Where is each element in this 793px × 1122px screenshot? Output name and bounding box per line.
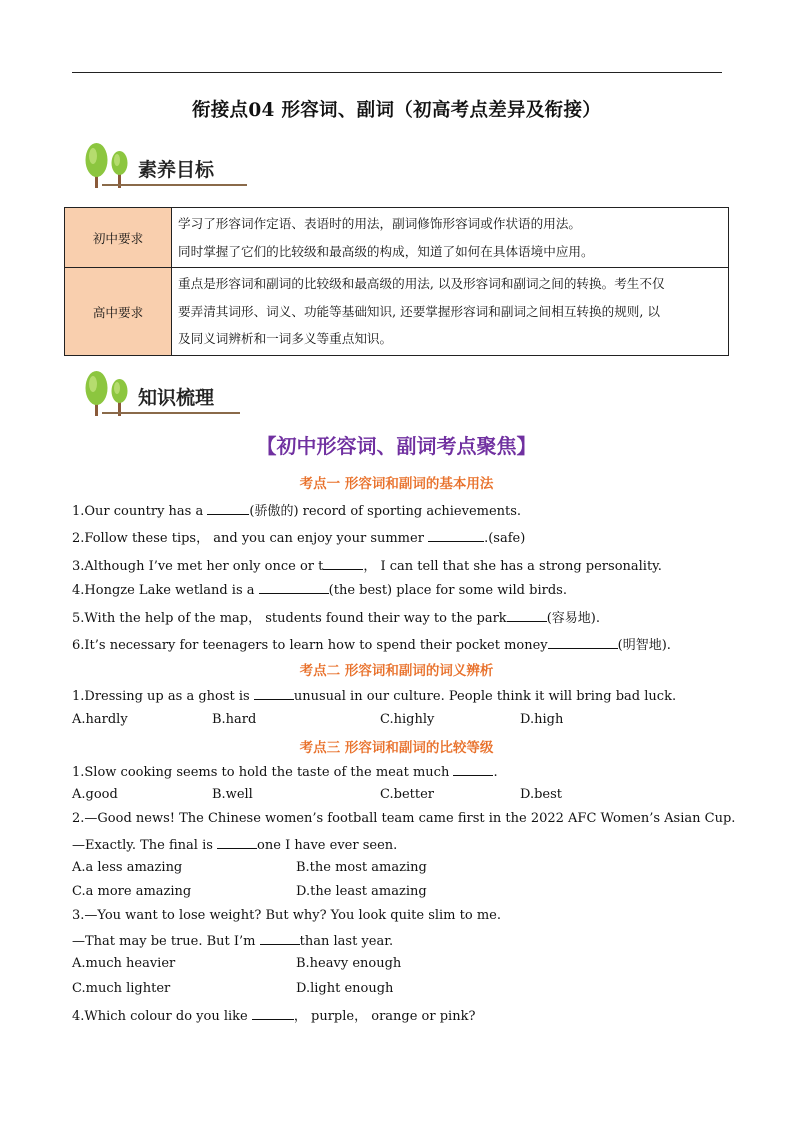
point-3-title: 考点三 形容词和副词的比较等级 <box>299 740 494 756</box>
section-heading-knowledge <box>82 370 240 420</box>
table-row <box>65 208 729 268</box>
point-2-title: 考点二 形容词和副词的词义辨析 <box>299 663 494 679</box>
option-b[interactable]: B.the most amazing <box>296 860 427 875</box>
option-b[interactable]: B.hard <box>212 712 257 727</box>
answer-blank[interactable] <box>453 763 493 776</box>
point-1-title: 考点一 形容词和副词的基本用法 <box>299 476 494 492</box>
question-1-3: 3.Although I’ve met her only once or t ， I can tell that she has a strong personality. <box>72 559 662 574</box>
tree-icon <box>82 370 134 418</box>
option-c[interactable]: C.highly <box>380 712 435 727</box>
option-d[interactable]: D.high <box>520 712 564 727</box>
header-rule <box>72 72 722 73</box>
option-d[interactable]: D.best <box>520 787 563 802</box>
answer-blank[interactable] <box>217 836 257 849</box>
option-a[interactable]: A.hardly <box>72 712 128 727</box>
content-line: 及同义词辨析和一词多义等重点知识。 <box>178 331 393 346</box>
question-3-2-line1: 2.—Good news! The Chinese women’s football team came first in the 2022 AFC Women’s Asian Cup. <box>72 811 736 826</box>
content-line: 学习了形容词作定语、表语时的用法，副词修饰形容词或作状语的用法。 <box>178 216 581 231</box>
requirements-table <box>64 207 729 356</box>
option-c[interactable]: C.better <box>380 787 434 802</box>
question-1-5: 5.With the help of the map， students found their way to the park (容易地). <box>72 611 600 626</box>
option-c[interactable]: C.much lighter <box>72 981 171 996</box>
option-b[interactable]: B.well <box>212 787 253 802</box>
question-2-1: 1.Dressing up as a ghost is unusual in our culture. People think it will bring bad luck. <box>72 689 677 704</box>
option-c[interactable]: C.a more amazing <box>72 884 192 899</box>
row-content <box>172 268 729 356</box>
row-header: 高中要求 <box>65 268 172 356</box>
question-1-1: 1.Our country has a (骄傲的) record of sporting achievements. <box>72 504 522 519</box>
option-a[interactable]: A.a less amazing <box>72 860 183 875</box>
option-a[interactable]: A.much heavier <box>72 956 176 971</box>
question-3-4: 4.Which colour do you like ， purple， orange or pink? <box>72 1009 476 1024</box>
answer-blank[interactable] <box>254 687 294 700</box>
question-3-2-line2: —Exactly. The final is one I have ever seen. <box>72 838 398 853</box>
content-line: 同时掌握了它们的比较级和最高级的构成，知道了如何在具体语境中应用。 <box>178 243 594 259</box>
section-underline <box>102 412 240 414</box>
option-a[interactable]: A.good <box>72 787 118 802</box>
table-row <box>65 268 729 356</box>
section-label: 素养目标 <box>138 159 215 181</box>
question-1-2: 2.Follow these tips， and you can enjoy your summer .(safe) <box>72 531 526 546</box>
tree-icon <box>82 142 134 190</box>
content-line: 要弄清其词形、词义、功能等基础知识, 还要掌握形容词和副词之间相互转换的规则, 以 <box>178 303 660 319</box>
question-3-3-line1: 3.—You want to lose weight? But why? You look quite slim to me. <box>72 908 501 923</box>
section-underline <box>102 184 247 186</box>
question-3-1: 1.Slow cooking seems to hold the taste of the meat much . <box>72 765 498 780</box>
question-3-3-line2: —That may be true. But I’m than last year. <box>72 934 394 949</box>
answer-blank[interactable] <box>260 932 300 945</box>
answer-blank[interactable] <box>428 529 484 542</box>
option-b[interactable]: B.heavy enough <box>296 956 402 971</box>
row-header: 初中要求 <box>65 208 172 268</box>
section-heading-goals <box>82 142 247 192</box>
answer-blank[interactable] <box>507 609 547 622</box>
answer-blank[interactable] <box>252 1007 294 1020</box>
option-d[interactable]: D.light enough <box>296 981 394 996</box>
question-1-4: 4.Hongze Lake wetland is a (the best) place for some wild birds. <box>72 583 567 598</box>
section-label: 知识梳理 <box>138 387 215 409</box>
question-1-6: 6.It’s necessary for teenagers to learn how to spend their pocket money (明智地). <box>72 638 671 653</box>
answer-blank[interactable] <box>207 502 249 515</box>
answer-blank[interactable] <box>323 557 363 570</box>
row-content <box>172 208 729 268</box>
focus-title: 【初中形容词、副词考点聚焦】 <box>256 434 537 458</box>
content-line: 重点是形容词和副词的比较级和最高级的用法, 以及形容词和副词之间的转换。考生不仅 <box>178 276 665 291</box>
answer-blank[interactable] <box>259 581 329 594</box>
page-title: 衔接点04 形容词、副词（初高考点差异及衔接） <box>191 100 602 121</box>
option-d[interactable]: D.the least amazing <box>296 884 427 899</box>
answer-blank[interactable] <box>548 636 618 649</box>
